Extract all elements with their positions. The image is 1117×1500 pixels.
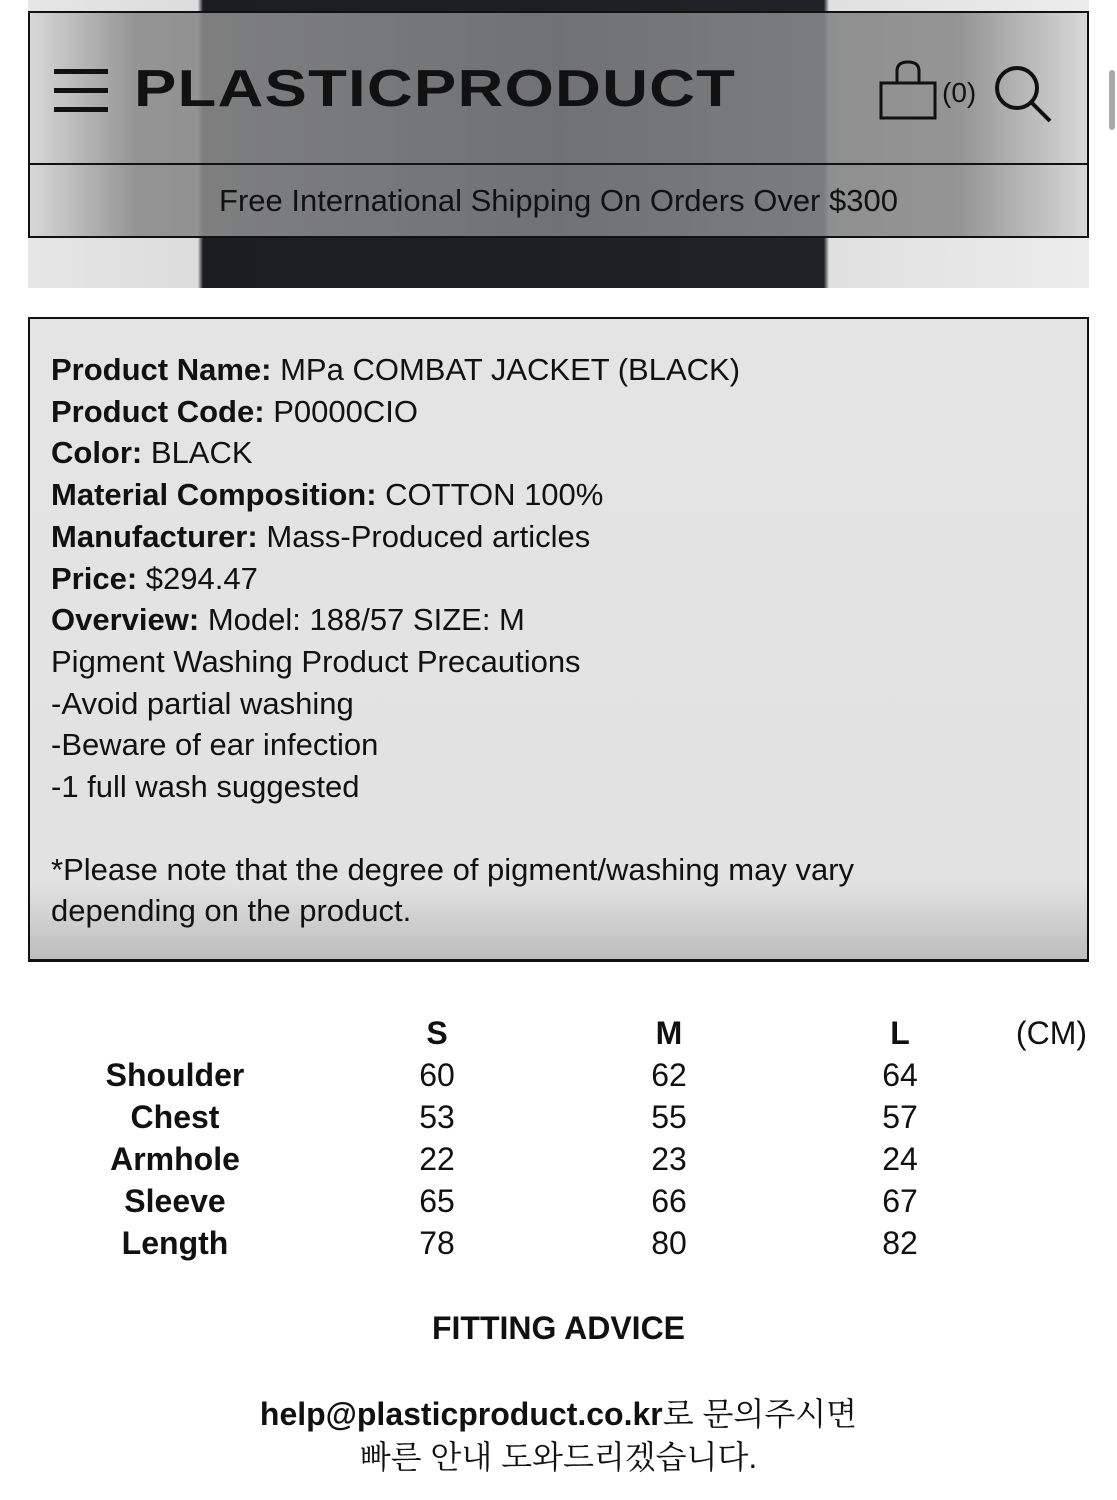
menu-icon[interactable] [54, 69, 110, 113]
contact-info: help@plasticproduct.co.kr로 문의주시면 빠른 안내 도와드리겠습니다. [259, 1396, 858, 1475]
shopping-bag-icon[interactable] [878, 59, 938, 121]
care-note: -Avoid partial washing [51, 685, 354, 721]
product-overview: Overview: Model: 188/57 SIZE: M [51, 602, 525, 638]
table-row: Chest 53 55 57 [130, 1099, 918, 1135]
product-manufacturer: Manufacturer: Mass-Produced articles [51, 518, 591, 554]
size-header-row [0, 1015, 1117, 1057]
size-header: S [426, 1015, 448, 1051]
nav-bar [30, 13, 1087, 165]
product-info-box [28, 317, 1089, 962]
support-email-link[interactable]: help@plasticproduct.co.kr [259, 1396, 663, 1432]
unit-label: (CM) [1015, 1015, 1087, 1051]
product-color: Color: BLACK [51, 435, 253, 471]
table-row: Sleeve 65 66 67 [124, 1183, 918, 1219]
size-header: M [655, 1015, 683, 1051]
size-header: L [890, 1015, 910, 1051]
product-material: Material Composition: COTTON 100% [51, 477, 604, 513]
scrollbar[interactable] [1109, 70, 1115, 130]
disclaimer: *Please note that the degree of pigment/washing may vary [51, 851, 855, 887]
search-icon[interactable] [992, 63, 1054, 125]
table-row: Length 78 80 82 [121, 1225, 918, 1261]
shipping-banner: Free International Shipping On Orders Over $300 [219, 183, 898, 218]
cart-count[interactable]: (0) [942, 77, 977, 108]
table-row: Shoulder 60 62 64 [105, 1057, 918, 1093]
product-code: Product Code: P0000CIO [51, 393, 418, 429]
fitting-advice-title: FITTING ADVICE [431, 1310, 686, 1346]
size-table [0, 1015, 1117, 1267]
product-price: Price: $294.47 [51, 560, 258, 596]
table-row: Armhole 22 23 24 [110, 1141, 918, 1177]
site-header [28, 11, 1089, 238]
care-note: -Beware of ear infection [51, 727, 379, 763]
care-note: -1 full wash suggested [51, 769, 360, 805]
care-note: Pigment Washing Product Precautions [51, 643, 581, 679]
logo[interactable]: PLASTICPRODUCT [134, 60, 737, 118]
disclaimer: depending on the product. [51, 893, 412, 929]
product-name: Product Name: MPa COMBAT JACKET (BLACK) [51, 352, 741, 387]
